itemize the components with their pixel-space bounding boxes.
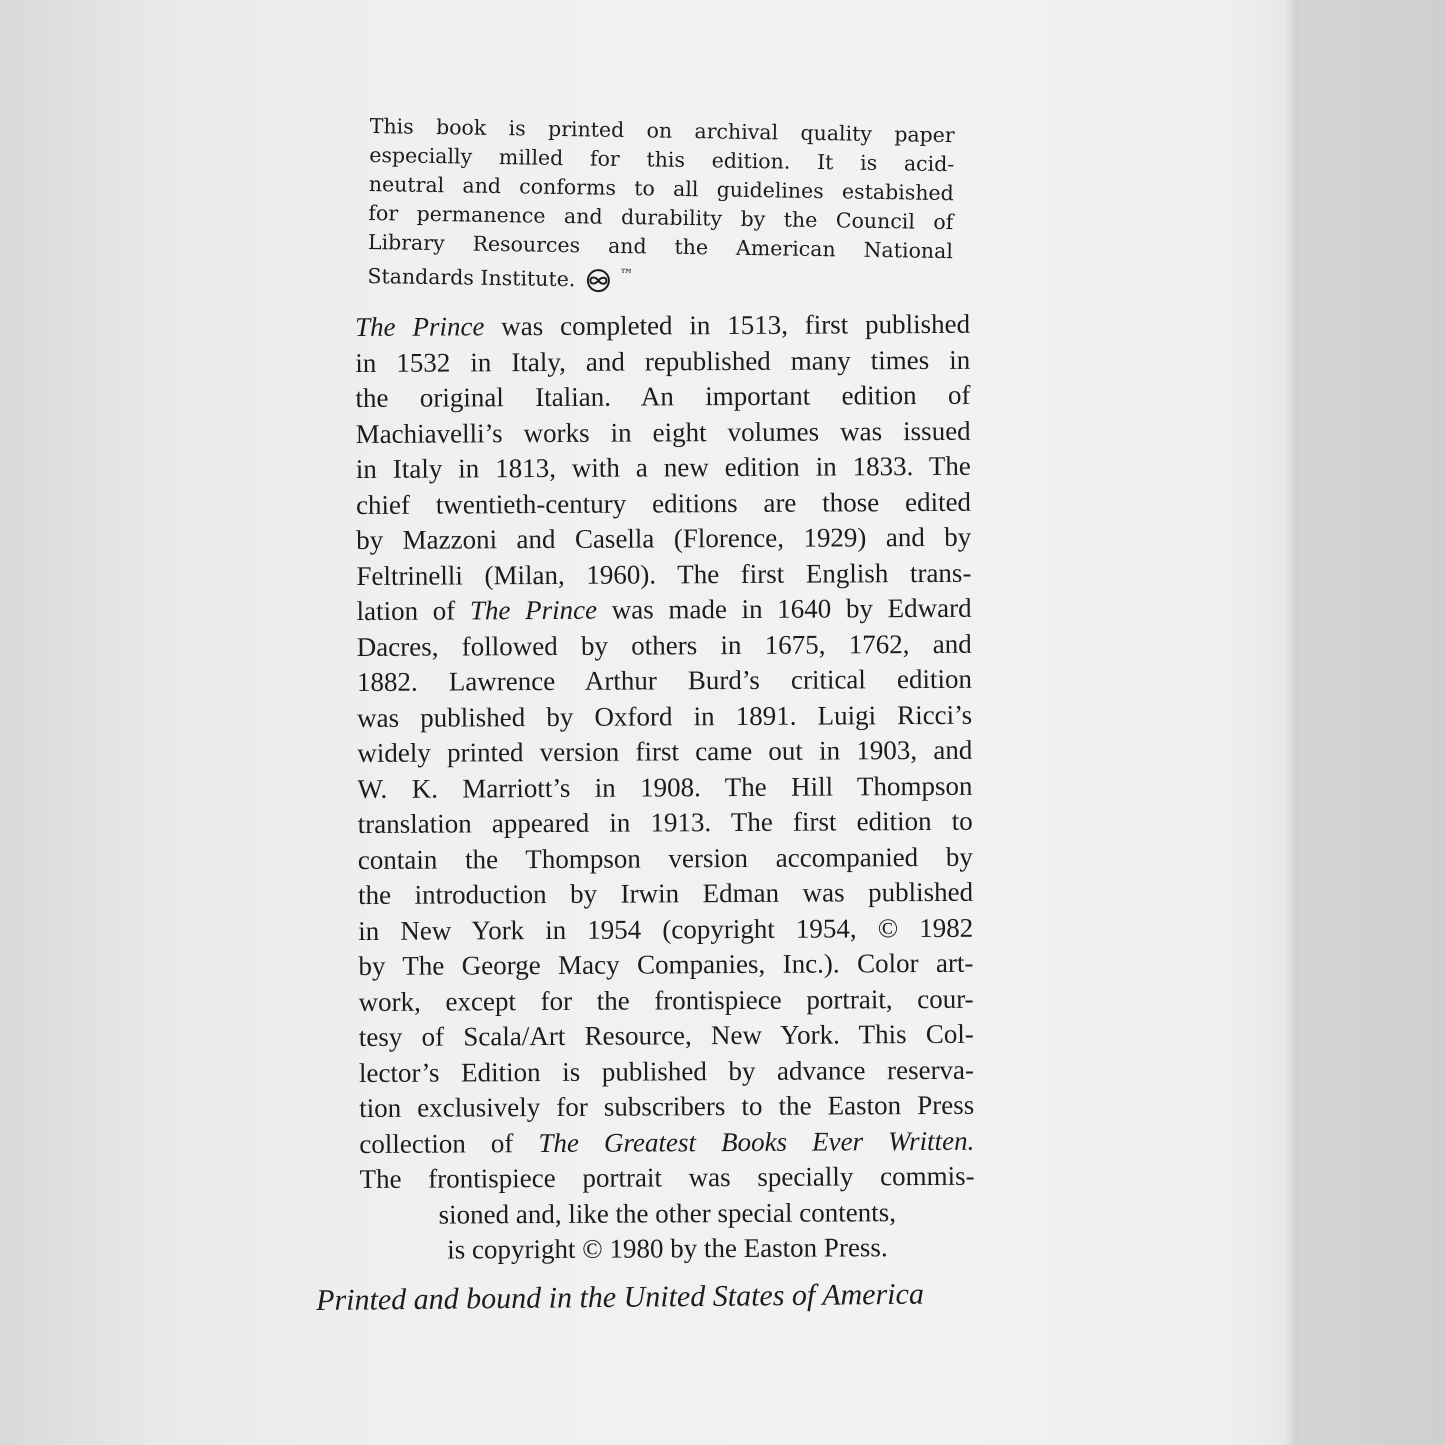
archival-line-5: Library Resources and the American National — [367, 229, 954, 264]
title-the-prince: The Prince — [355, 311, 485, 342]
trademark-symbol: ™ — [619, 266, 634, 284]
history-line: the introduction by Irwin Edman was published — [357, 876, 974, 910]
title-greatest-books: The Greatest Books Ever Written. — [538, 1125, 975, 1158]
history-line: chief twentieth-century editions are those edited — [355, 486, 972, 520]
history-line: by The George Macy Companies, Inc.). Color art- — [358, 947, 974, 981]
archival-line-3: neutral and conforms to all guidelines estabished — [368, 171, 954, 206]
archival-line-2: especially milled for this edition. It is acid- — [369, 142, 955, 177]
history-line: W. K. Marriott’s in 1908. The Hill Thompson — [357, 770, 973, 804]
archival-line-1: This book is printed on archival quality paper — [369, 113, 955, 148]
history-line: Machiavelli’s works in eight volumes was issued — [355, 415, 971, 449]
history-line: widely printed version first came out in 1903, and — [357, 734, 973, 768]
history-line: sioned and, like the other special contents, — [438, 1196, 896, 1230]
history-line-translation-post: was made in 1640 by Edward — [596, 592, 972, 625]
history-line: is copyright © 1980 by the Easton Press. — [447, 1232, 888, 1265]
history-line: work, except for the frontispiece portrait, cour- — [358, 983, 974, 1017]
history-line: lector’s Edition is published by advance reserva- — [358, 1054, 975, 1088]
history-line-collection — [359, 1123, 974, 1162]
title-the-prince-2: The Prince — [469, 594, 598, 626]
history-line: Dacres, followed by others in 1675, 1762, and — [356, 628, 972, 662]
history-line: in Italy in 1813, with a new edition in 1833. The — [355, 450, 971, 484]
archival-line-4: for permanence and durability by the Council of — [368, 200, 954, 235]
history-line: by Mazzoni and Casella (Florence, 1929) and by — [356, 521, 972, 555]
history-line-translation — [356, 591, 971, 630]
history-line: the original Italian. An important edition of — [355, 379, 971, 413]
history-line: contain the Thompson version accompanied by — [357, 841, 973, 875]
printed-in-statement: Printed and bound in the United States of America — [316, 1277, 925, 1317]
history-line: tesy of Scala/Art Resource, New York. This Col- — [358, 1018, 974, 1052]
archival-paper-note — [367, 112, 955, 300]
history-line: in 1532 in Italy, and republished many times in — [355, 344, 971, 378]
history-line: translation appeared in 1913. The first edition to — [357, 805, 973, 839]
history-line: The frontispiece portrait was specially commis- — [359, 1160, 975, 1194]
history-line-translation-pre: lation of — [356, 595, 470, 626]
history-line-1-rest: was completed in 1513, first published — [484, 308, 971, 342]
publication-history — [355, 307, 975, 1269]
archival-line-6-text: Standards Institute. — [367, 263, 576, 292]
page-edge — [1285, 0, 1299, 1445]
history-line-1 — [355, 307, 970, 346]
history-line: was published by Oxford in 1891. Luigi Ricci’s — [357, 699, 973, 733]
infinity-in-circle-icon — [581, 268, 615, 293]
history-line: tion exclusively for subscribers to the Easton Press — [359, 1089, 975, 1123]
history-line: in New York in 1954 (copyright 1954, © 1982 — [358, 912, 974, 946]
history-line: Feltrinelli (Milan, 1960). The first English trans- — [356, 557, 972, 591]
history-line: 1882. Lawrence Arthur Burd’s critical edition — [356, 663, 973, 697]
history-line-collection-pre: collection of — [359, 1127, 539, 1159]
